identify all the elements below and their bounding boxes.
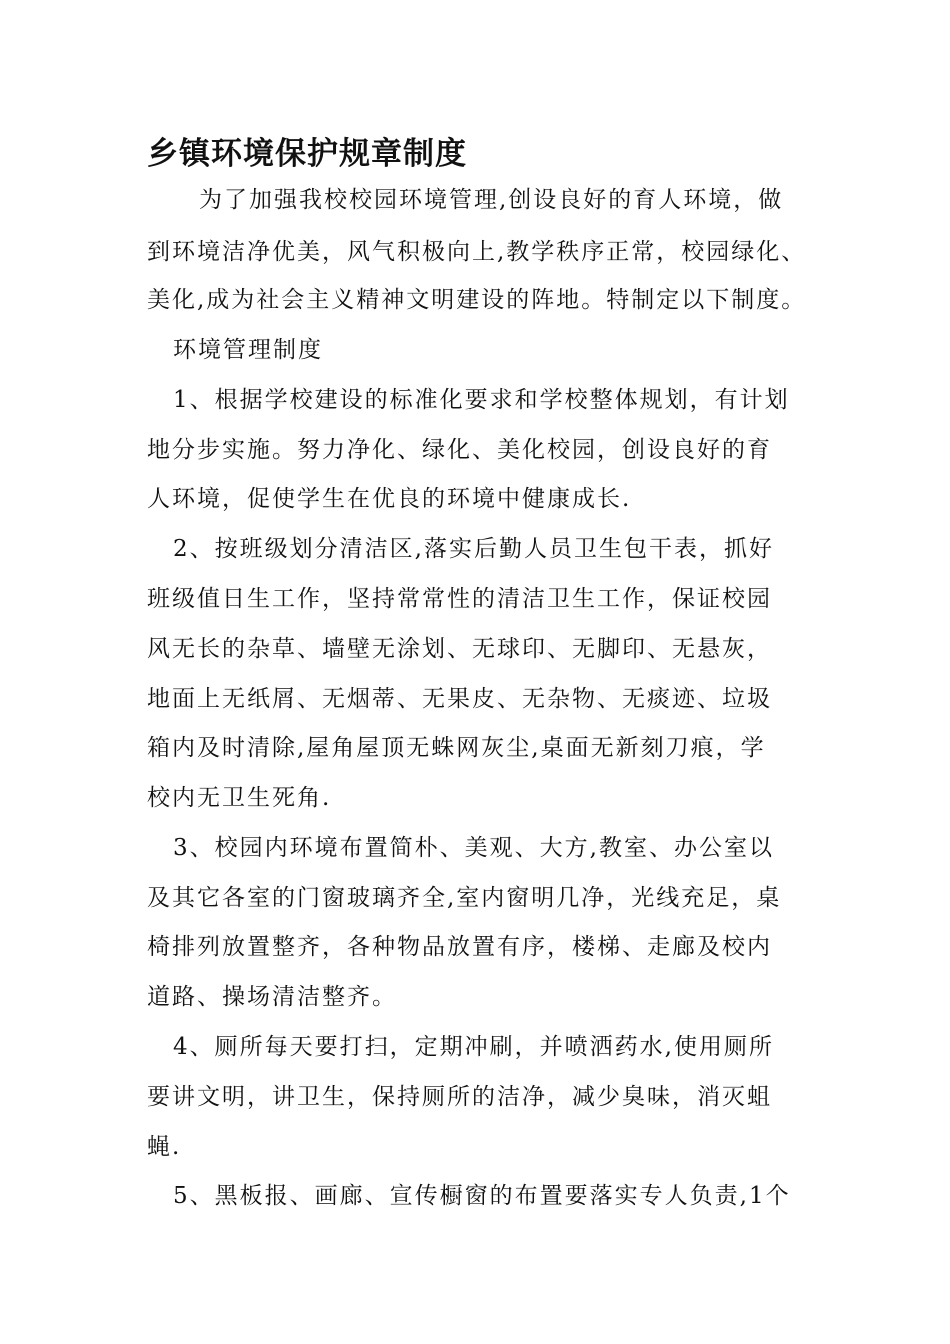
body-line: 为了加强我校校园环境管理,创设良好的育人环境，做 xyxy=(199,187,784,213)
body-line: 风无长的杂草、墙壁无涂划、无球印、无脚印、无悬灰， xyxy=(147,636,772,662)
body-line: 人环境，促使学生在优良的环境中健康成长. xyxy=(147,486,632,512)
body-line: 道路、操场清洁整齐。 xyxy=(147,984,397,1010)
body-line: 班级值日生工作，坚持常常性的清洁卫生工作，保证校园 xyxy=(147,586,772,612)
body-line: 椅排列放置整齐，各种物品放置有序，楼梯、走廊及校内 xyxy=(147,934,772,960)
body-line: 到环境洁净优美，风气积极向上,教学秩序正常，校园绿化、 xyxy=(147,239,807,265)
body-line: 及其它各室的门窗玻璃齐全,室内窗明几净，光线充足，桌 xyxy=(147,885,782,911)
body-line: 2、按班级划分清洁区,落实后勤人员卫生包干表，抓好 xyxy=(173,536,774,562)
body-line: 3、校园内环境布置简朴、美观、大方,教室、办公室以 xyxy=(173,835,774,861)
body-line: 蝇. xyxy=(147,1134,182,1160)
body-line: 箱内及时清除,屋角屋顶无蛛网灰尘,桌面无新刻刀痕，学 xyxy=(147,735,766,761)
document-title: 乡镇环境保护规章制度 xyxy=(147,136,467,172)
body-line: 地面上无纸屑、无烟蒂、无果皮、无杂物、无痰迹、垃圾 xyxy=(147,686,772,712)
body-line: 校内无卫生死角. xyxy=(147,785,332,811)
body-line: 美化,成为社会主义精神文明建设的阵地。特制定以下制度。 xyxy=(147,287,807,313)
body-line: 4、厕所每天要打扫，定期冲刷，并喷洒药水,使用厕所 xyxy=(173,1034,774,1060)
body-line: 要讲文明，讲卫生，保持厕所的洁净，减少臭味，消灭蛆 xyxy=(147,1084,772,1110)
body-line: 5、黑板报、画廊、宣传橱窗的布置要落实专人负责,1个 xyxy=(173,1183,791,1209)
body-line: 地分步实施。努力净化、绿化、美化校园，创设良好的育 xyxy=(147,437,772,463)
body-line: 1、根据学校建设的标准化要求和学校整体规划，有计划 xyxy=(173,387,790,413)
section-heading: 环境管理制度 xyxy=(173,337,323,363)
